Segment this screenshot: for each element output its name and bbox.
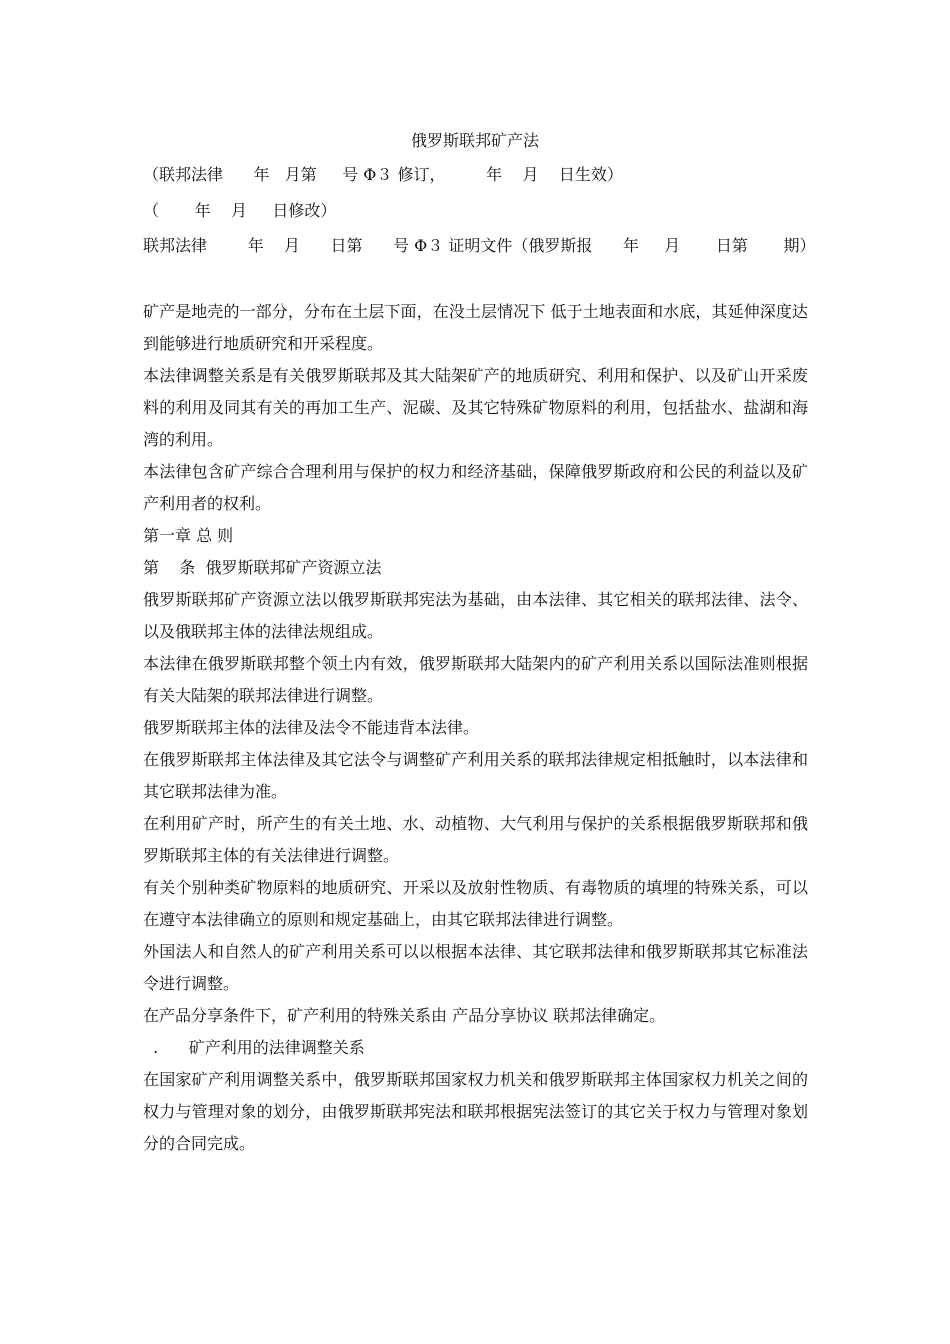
paragraph: 本法律调整关系是有关俄罗斯联邦及其大陆架矿产的地质研究、利用和保护、以及矿山开采废料的利用及同其有关的再加工生产、泥碳、及其它特殊矿物原料的利用，包括盐水、盐湖和海湾的利用。 xyxy=(143,366,808,449)
article-heading: 第 条 俄罗斯联邦矿产资源立法 xyxy=(143,558,382,577)
paragraph: 俄罗斯联邦主体的法律及法令不能违背本法律。 xyxy=(143,718,480,737)
paragraph: 在俄罗斯联邦主体法律及其它法令与调整矿产利用关系的联邦法律规定相抵触时，以本法律和其它联邦法律为准。 xyxy=(143,750,808,801)
amendment-line-2: （ 年 月 日修改） xyxy=(143,201,337,220)
paragraph: 本法律在俄罗斯联邦整个领土内有效，俄罗斯联邦大陆架内的矿产利用关系以国际法准则根据有关大陆架的联邦法律进行调整。 xyxy=(143,654,808,705)
paragraph: 有关个别种类矿物原料的地质研究、开采以及放射性物质、有毒物质的填埋的特殊关系，可以在遵守本法律确立的原则和规定基础上，由其它联邦法律进行调整。 xyxy=(143,878,808,929)
paragraph: 在利用矿产时，所产生的有关土地、水、动植物、大气利用与保护的关系根据俄罗斯联邦和俄罗斯联邦主体的有关法律进行调整。 xyxy=(143,814,808,865)
document-body xyxy=(143,296,808,1160)
chapter-heading: 第一章 总 则 xyxy=(143,526,234,545)
paragraph: 本法律包含矿产综合合理利用与保护的权力和经济基础，保障俄罗斯政府和公民的利益以及矿产利用者的权利。 xyxy=(143,462,808,513)
publication-line: 联邦法律 年 月 日第 号 Φ３ 证明文件（俄罗斯报 年 月 日第 期） xyxy=(143,236,816,255)
paragraph: 矿产是地壳的一部分，分布在土层下面，在没土层情况下 低于土地表面和水底，其延伸深度达到能够进行地质研究和开采程度。 xyxy=(143,302,808,353)
amendment-line-1: （联邦法律 年 月第 号 Φ３ 修订， 年 月 日生效） xyxy=(143,165,623,184)
paragraph: 外国法人和自然人的矿产利用关系可以以根据本法律、其它联邦法律和俄罗斯联邦其它标准法令进行调整。 xyxy=(143,942,808,993)
document-title: 俄罗斯联邦矿产法 xyxy=(410,131,539,150)
paragraph: 在产品分享条件下，矿产利用的特殊关系由 产品分享协议 联邦法律确定。 xyxy=(143,1006,666,1025)
article-heading: . 矿产利用的法律调整关系 xyxy=(143,1038,365,1057)
paragraph: 俄罗斯联邦矿产资源立法以俄罗斯联邦宪法为基础，由本法律、其它相关的联邦法律、法令、以及俄联邦主体的法律法规组成。 xyxy=(143,590,808,641)
paragraph: 在国家矿产利用调整关系中，俄罗斯联邦国家权力机关和俄罗斯联邦主体国家权力机关之间的权力与管理对象的划分，由俄罗斯联邦宪法和联邦根据宪法签订的其它关于权力与管理对象划分的合同完成。 xyxy=(143,1070,808,1153)
